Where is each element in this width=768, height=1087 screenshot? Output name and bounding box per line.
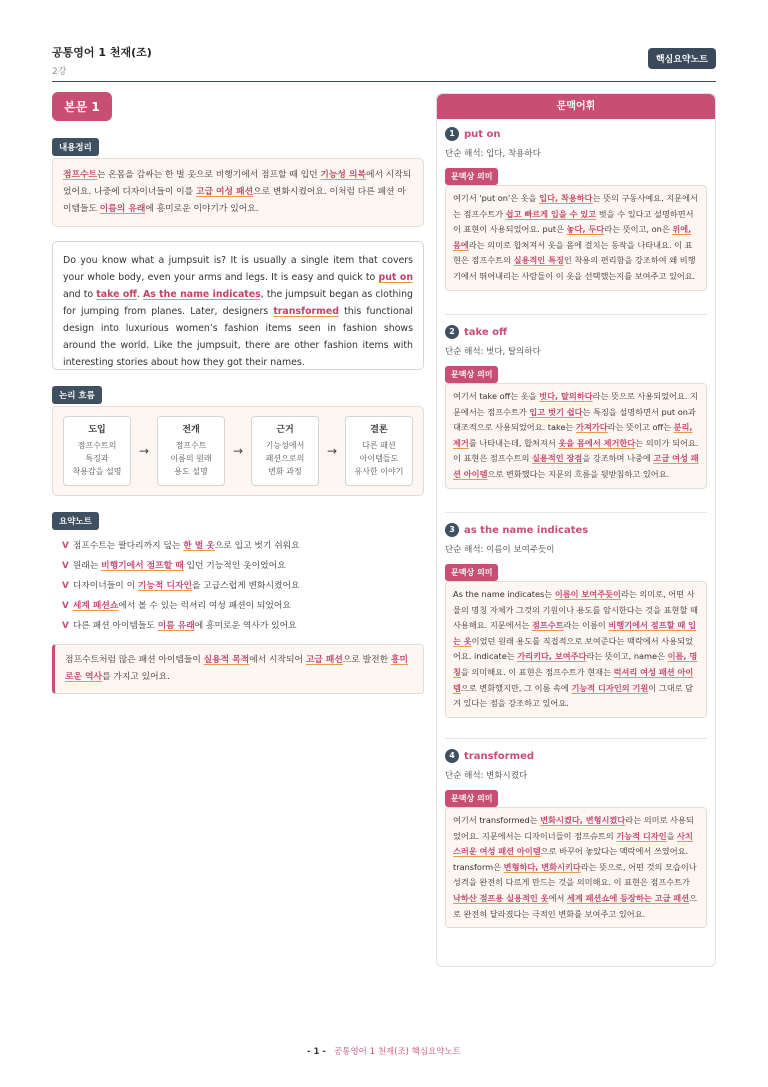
highlight-term: 비행기에서 점프할 때 xyxy=(101,561,184,571)
item-number: 4 xyxy=(445,749,459,763)
highlight-term: put on xyxy=(378,272,413,283)
highlight-term: 실용적 목적 xyxy=(203,655,250,665)
highlight-term: 점프수트 xyxy=(532,620,564,631)
highlight-term: take off xyxy=(96,289,137,300)
highlight-term: 고급 여성 패션 xyxy=(195,187,254,197)
highlight-term: 쉽고 빠르게 입을 수 있고 xyxy=(505,208,597,219)
flow-step-development: 전개 점프수트 이름의 원래 용도 설명 xyxy=(157,416,225,486)
vocab-item-transformed xyxy=(445,749,707,928)
summary-notes xyxy=(52,530,424,636)
arrow-right-icon: → xyxy=(138,444,150,458)
item-divider xyxy=(445,512,707,513)
flow-step-conclusion: 결론 다른 패션 아이템들도 유사한 이야기 xyxy=(345,416,413,486)
highlight-term: transformed xyxy=(273,306,339,317)
check-icon: V xyxy=(62,581,69,591)
conclusion-box: 점프수트처럼 많은 패션 아이템들이 실용적 목적에서 시작되어 고급 패션으로 발전한 흥미로운 역사를 가지고 있어요. xyxy=(52,644,424,694)
section-title: 본문 1 xyxy=(52,92,112,121)
highlight-term: 기능성 의복 xyxy=(320,170,366,180)
check-icon: V xyxy=(62,561,69,571)
highlight-term: 변화시켰다, 변형시켰다 xyxy=(540,815,626,825)
highlight-term: 기능적 디자인 xyxy=(616,830,667,841)
vocab-item-as-the-name-indicates xyxy=(445,523,707,718)
note-item: V 세계 패션쇼에서 볼 수 있는 럭셔리 여성 패션이 되었어요 xyxy=(62,601,291,611)
highlight-term: 사치스러운 여성 패션 아이템 xyxy=(453,830,693,857)
highlight-term: 실용적인 장점 xyxy=(532,453,583,464)
context-meaning-tag: 문맥상 의미 xyxy=(445,564,498,581)
simple-meaning: 단순 해석: 입다, 착용하다 xyxy=(445,149,541,159)
highlight-term: 가리키다, 보여주다 xyxy=(517,651,587,662)
highlight-term: 기능적 디자인의 기원 xyxy=(571,682,649,693)
highlight-term: 흥미로운 역사 xyxy=(65,655,408,682)
item-number: 1 xyxy=(445,127,459,141)
highlight-term: 벗다, 탈의하다 xyxy=(539,391,593,401)
flow-step-title: 결론 xyxy=(370,425,388,435)
simple-meaning: 단순 해석: 변화시켰다 xyxy=(445,771,528,781)
highlight-term: 이름, 명칭 xyxy=(453,651,698,677)
context-vocab-panel xyxy=(436,93,716,967)
flow-step-evidence: 근거 기능성에서 패션으로의 변화 과정 xyxy=(251,416,319,486)
flow-step-intro: 도입 점프수트의 특징과 착용감을 설명 xyxy=(63,416,131,486)
vocab-word: transformed xyxy=(464,750,535,762)
context-meaning-tag: 문맥상 의미 xyxy=(445,790,498,807)
summary-tag: 내용정리 xyxy=(52,138,99,156)
highlight-term: 기능적 디자인 xyxy=(137,581,192,591)
vocab-word: take off xyxy=(464,326,508,338)
highlight-term: 위에, 몸에 xyxy=(453,224,692,250)
highlight-term: 한 벌 옷 xyxy=(183,541,215,551)
note-item: V 원래는 비행기에서 점프할 때 입던 기능적인 옷이었어요 xyxy=(62,561,286,571)
logic-flow xyxy=(52,406,424,496)
vocab-item-take-off xyxy=(445,325,707,489)
highlight-term: 옷을 몸에서 제거한다 xyxy=(558,437,636,448)
context-meaning-text: As the name indicates는 이름이 보여주듯이라는 의미로, 어떤 사물의 명칭 자체가 그것의 기원이나 용도를 암시한다는 것을 표현할 때 사용해요. 지문에서는 점프수트라는 이름이 비행기에서 점프할 때 입는 옷이었던 원래 용도를 직접적으로 보여준다는 맥락에서 사용되었어요. indicate는 가리키다, 보여주다라는 뜻이고, name은 이름, 명칭을 의미해요. 이 표현은 점프수트가 현재는 럭셔리 여성 패션 아이템으로 변화했지만, 그 이름 속에 기능적 디자인의 기원이 그대로 담겨 있다는 점을 강조하고 있어요. xyxy=(445,581,707,718)
flow-step-title: 도입 xyxy=(88,425,106,435)
item-divider xyxy=(445,738,707,739)
context-meaning-text: 여기서 take off는 옷을 벗다, 탈의하다라는 뜻으로 사용되었어요. 지문에서는 점프수트가 입고 벗기 쉽다는 특징을 설명하면서 put on과 대조적으로 사용되었어요. take는 가져가다라는 뜻이고 off는 분리, 제거를 나타내는데, 합쳐져서 옷을 몸에서 제거한다는 의미가 되어요. 이 표현은 점프수트의 실용적인 장점을 강조하며 나중에 고급 여성 패션 아이템으로 변화했다는 지문의 흐름을 뒷받침하고 있어요. xyxy=(445,383,707,489)
item-number: 3 xyxy=(445,523,459,537)
panel-title: 문맥어휘 xyxy=(437,94,715,119)
check-icon: V xyxy=(62,601,69,611)
left-column xyxy=(52,92,424,694)
highlight-term: 분리, 제거 xyxy=(453,422,693,448)
note-type-badge: 핵심요약노트 xyxy=(648,48,716,69)
highlight-term: 고급 패션 xyxy=(305,655,343,665)
flow-step-title: 전개 xyxy=(182,425,200,435)
highlight-term: 놓다, 두다 xyxy=(566,224,605,235)
note-item: V 점프수트는 팔다리까지 덮는 한 벌 옷으로 입고 벗기 쉬워요 xyxy=(62,541,300,551)
page-number: - 1 - xyxy=(307,1047,326,1057)
flow-step-title: 근거 xyxy=(276,425,294,435)
highlight-term: 이름 유래 xyxy=(157,621,195,631)
check-icon: V xyxy=(62,621,69,631)
simple-meaning: 단순 해석: 이름이 보여주듯이 xyxy=(445,545,555,555)
notes-tag: 요약노트 xyxy=(52,512,99,530)
highlight-term: 실용적인 특징 xyxy=(513,255,564,266)
page-footer xyxy=(0,1045,768,1057)
highlight-term: 입고 벗기 쉽다 xyxy=(529,406,583,417)
context-meaning-tag: 문맥상 의미 xyxy=(445,366,498,383)
highlight-term: 이름의 유래 xyxy=(99,204,146,214)
highlight-term: 변형하다, 변화시키다 xyxy=(503,861,581,872)
vocab-word: as the name indicates xyxy=(464,524,589,536)
lesson-number: 2강 xyxy=(52,67,67,77)
highlight-term: 이름이 보여주듯이 xyxy=(554,589,621,599)
highlight-term: As the name indicates xyxy=(142,289,261,300)
header-divider xyxy=(52,81,716,82)
context-meaning-text: 여기서 'put on'은 옷을 입다, 착용하다는 뜻의 구동사예요. 지문에서는 점프수트가 쉽고 빠르게 입을 수 있고 벗을 수 있다고 설명하면서 이 표현이 사용되었어요. put은 놓다, 두다라는 뜻이고, on은 위에, 몸에라는 의미로 합쳐져서 옷을 몸에 걸치는 동작을 나타내요. 이 표현은 점프수트의 실용적인 특징인 착용의 편리함을 강조하여 왜 비행기에서 뛰어내리는 사람들이 이 옷을 선택했는지를 보여주고 있어요. xyxy=(445,185,707,291)
highlight-term: 입다, 착용하다 xyxy=(539,193,593,203)
vocab-item-put-on xyxy=(445,127,707,291)
passage-text: Do you know what a jumpsuit is? It is usually a single item that covers your whole body, even your arms and legs. It is easy and quick to put on and to take off. As the name indicates, the jumpsuit began as clothing for jumping from planes. Later, designers transformed this functional design into luxurious women’s fashion items seen in fashion shows around the world. Like the jumpsuit, there are other fashion items with interesting stories about how they got their names. xyxy=(52,241,424,370)
arrow-right-icon: → xyxy=(232,444,244,458)
arrow-right-icon: → xyxy=(326,444,338,458)
content-summary: 점프수트는 온몸을 감싸는 한 벌 옷으로 비행기에서 점프할 때 입던 기능성 의복에서 시작되었어요. 나중에 디자이너들이 이를 고급 여성 패션으로 변화시켰어요. 이처럼 다른 패션 아이템들도 이름의 유래에 흥미로운 이야기가 있어요. xyxy=(52,158,424,227)
highlight-term: 럭셔리 여성 패션 아이템 xyxy=(453,666,694,693)
check-icon: V xyxy=(62,541,69,551)
item-divider xyxy=(445,314,707,315)
highlight-term: 세계 패션쇼에 등장하는 고급 패션 xyxy=(566,892,690,903)
context-meaning-text: 여기서 transformed는 변화시켰다, 변형시켰다라는 의미로 사용되었어요. 지문에서는 디자이너들이 점프슈트의 기능적 디자인을 사치스러운 여성 패션 아이템으로 바꾸어 놓았다는 맥락에서 쓰였어요. transform은 변형하다, 변화시키다라는 뜻으로, 어떤 것의 모습이나 성격을 완전히 다르게 만드는 것을 의미해요. 이 표현은 점프수트가 낙하산 점프용 실용적인 옷에서 세계 패션쇼에 등장하는 고급 패션으로 완전히 달라졌다는 극적인 변화를 보여주고 있어요. xyxy=(445,807,707,928)
item-number: 2 xyxy=(445,325,459,339)
note-item: V 디자이너들이 이 기능적 디자인을 고급스럽게 변화시켰어요 xyxy=(62,581,300,591)
highlight-term: 점프수트 xyxy=(63,170,97,180)
document-title: 공통영어 1 천재(조) xyxy=(52,46,152,59)
highlight-term: 낙하산 점프용 실용적인 옷 xyxy=(453,892,549,903)
flow-tag: 논리 흐름 xyxy=(52,386,102,404)
context-meaning-tag: 문맥상 의미 xyxy=(445,168,498,185)
highlight-term: 세계 패션쇼 xyxy=(72,601,119,611)
highlight-term: 고급 여성 패션 아이템 xyxy=(453,453,699,479)
note-item: V 다른 패션 아이템들도 이름 유래에 흥미로운 역사가 있어요 xyxy=(62,621,297,631)
simple-meaning: 단순 해석: 벗다, 탈의하다 xyxy=(445,347,541,357)
highlight-term: 가져가다 xyxy=(576,422,608,433)
footer-text: 공통영어 1 천재(조) 핵심요약노트 xyxy=(334,1047,461,1057)
highlight-term: 비행기에서 점프할 때 입는 옷 xyxy=(453,620,697,646)
vocab-word: put on xyxy=(464,128,501,140)
